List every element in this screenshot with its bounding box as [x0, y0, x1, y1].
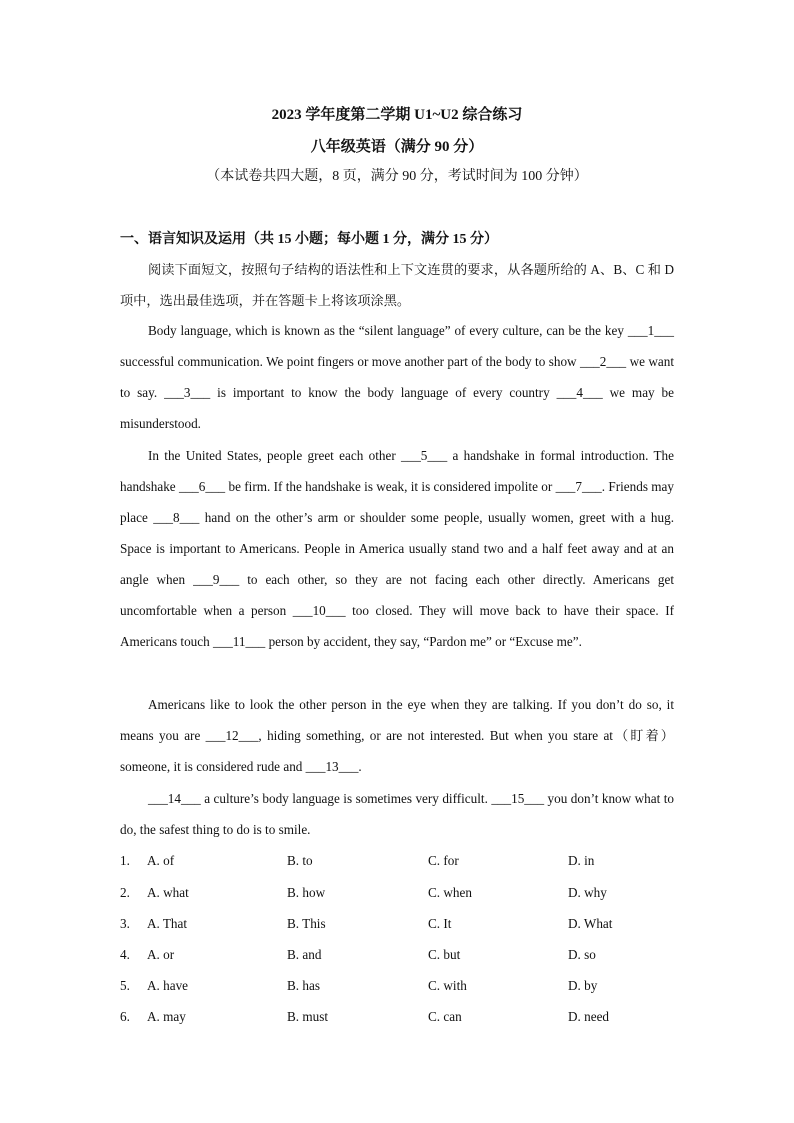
- option-d: D. so: [568, 947, 596, 962]
- question-row: [120, 978, 680, 998]
- question-number: 1.: [120, 853, 130, 868]
- exam-title: 2023 学年度第二学期 U1~U2 综合练习: [271, 107, 523, 123]
- option-c: C. with: [428, 978, 467, 993]
- section-instructions: 阅读下面短文，按照句子结构的语法性和上下文连贯的要求，从各题所给的 A、B、C 和 D 项中，选出最佳选项，并在答题卡上将该项涂黑。: [120, 262, 674, 308]
- question-row: [120, 853, 680, 873]
- option-a: A. or: [147, 947, 175, 962]
- option-b: B. how: [287, 885, 326, 900]
- exam-note: （本试卷共四大题，8 页，满分 90 分，考试时间为 100 分钟）: [206, 169, 588, 184]
- question-row: [120, 947, 680, 967]
- passage-paragraph-2: In the United States, people greet each other ___5___ a handshake in formal introduction. The handshake ___6___ be firm. If the handshake is weak, it is considered impolite or ___7___. Friends may place ___8___ hand on the other’s arm or shoulder some people, usually women, greet with a hug. Space is important to Americans. People in America usually stand two and a half feet away and at an angle when ___9___ to each other, so they are not facing each other directly. Americans get uncomfortable when a person ___10___ too closed. They will move back to have their space. If Americans touch ___11___ person by accident, they say, “Pardon me” or “Excuse me”.: [120, 448, 674, 649]
- question-number: 3.: [120, 916, 130, 931]
- option-d: D. need: [568, 1009, 610, 1024]
- question-row: [120, 1009, 680, 1029]
- question-row: [120, 916, 680, 936]
- option-a: A. of: [147, 853, 175, 868]
- option-b: B. to: [287, 853, 313, 868]
- option-b: B. and: [287, 947, 322, 962]
- option-c: C. for: [428, 853, 459, 868]
- question-number: 6.: [120, 1009, 130, 1024]
- option-b: B. This: [287, 916, 326, 931]
- question-number: 4.: [120, 947, 130, 962]
- option-c: C. It: [428, 916, 452, 931]
- option-d: D. in: [568, 853, 595, 868]
- option-a: A. may: [147, 1009, 186, 1024]
- option-c: C. but: [428, 947, 461, 962]
- option-b: B. has: [287, 978, 320, 993]
- passage-paragraph-3: Americans like to look the other person in the eye when they are talking. If you don’t do so, it means you are ___12___, hiding something, or are not interested. But when you stare at（盯着）someone, it is considered rude and ___13___.: [120, 697, 674, 774]
- option-d: D. by: [568, 978, 598, 993]
- section-heading: 一、语言知识及运用（共 15 小题；每小题 1 分，满分 15 分）: [120, 232, 498, 247]
- option-c: C. when: [428, 885, 472, 900]
- passage-paragraph-1: Body language, which is known as the “silent language” of every culture, can be the key ___1___ successful communication. We point fingers or move another part of the body to show ___2___ we want to say. ___3___ is important to know the body language of every country ___4___ we may be misunderstood.: [120, 323, 674, 431]
- exam-subtitle: 八年级英语（满分 90 分）: [310, 139, 484, 155]
- question-row: [120, 885, 680, 905]
- question-number: 2.: [120, 885, 130, 900]
- option-d: D. why: [568, 885, 607, 900]
- option-a: A. have: [147, 978, 189, 993]
- option-b: B. must: [287, 1009, 329, 1024]
- option-a: A. what: [147, 885, 189, 900]
- option-d: D. What: [568, 916, 613, 931]
- option-c: C. can: [428, 1009, 462, 1024]
- option-a: A. That: [147, 916, 188, 931]
- passage-paragraph-4: ___14___ a culture’s body language is sometimes very difficult. ___15___ you don’t know what to do, the safest thing to do is to smile.: [120, 791, 674, 837]
- question-number: 5.: [120, 978, 130, 993]
